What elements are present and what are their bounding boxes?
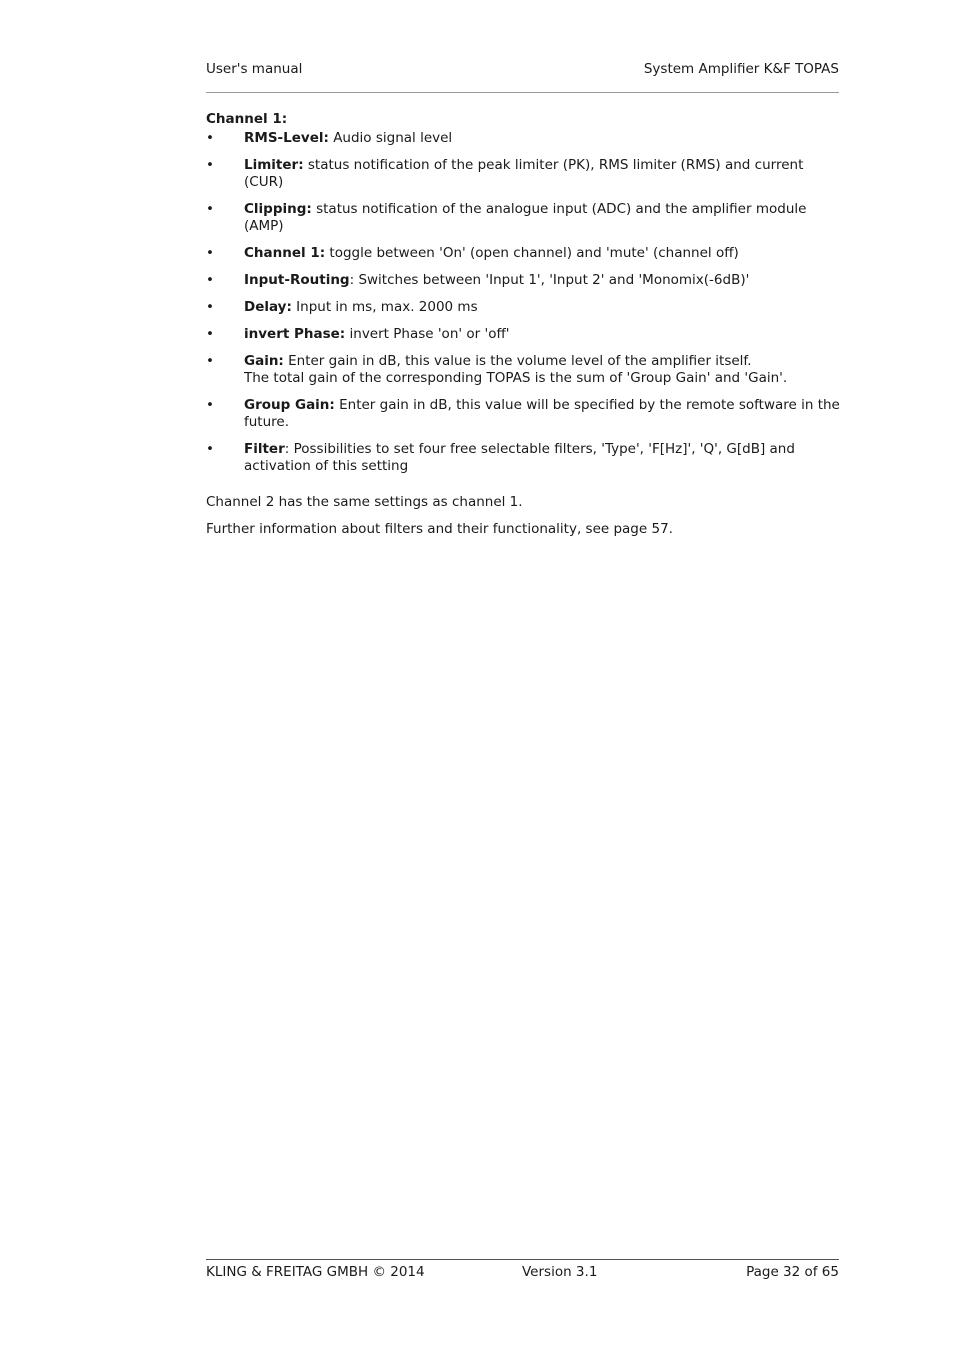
list-item-invert-phase: [206, 326, 846, 343]
item-term: Limiter:: [244, 157, 304, 173]
bullet: •: [206, 245, 214, 261]
item-text: invert Phase 'on' or 'off': [345, 326, 510, 342]
list-item-gain: [206, 353, 846, 387]
list-item-delay: [206, 299, 846, 316]
item-text: : Possibilities to set four free selectable filters, 'Type', 'F[Hz]', 'Q', G[dB] and activation of this setting: [244, 441, 795, 474]
list-item-limiter: [206, 157, 846, 191]
section-title: Channel 1:: [206, 111, 288, 127]
item-term: RMS-Level:: [244, 130, 329, 146]
item-term: Gain:: [244, 353, 284, 369]
bullet: •: [206, 130, 214, 146]
item-text: status notification of the peak limiter (PK), RMS limiter (RMS) and current (CUR): [244, 157, 804, 190]
header-document-type: User's manual: [206, 61, 303, 77]
item-term: Group Gain:: [244, 397, 335, 413]
footer-copyright: KLING & FREITAG GMBH © 2014: [206, 1264, 425, 1280]
bullet: •: [206, 201, 214, 217]
item-term: Filter: [244, 441, 285, 457]
item-text: : Switches between 'Input 1', 'Input 2' and 'Monomix(-6dB)': [349, 272, 750, 288]
bullet: •: [206, 157, 214, 173]
bullet: •: [206, 397, 214, 413]
item-text: status notification of the analogue input (ADC) and the amplifier module (AMP): [244, 201, 807, 234]
bullet: •: [206, 272, 214, 288]
paragraph-filter-reference: Further information about filters and their functionality, see page 57.: [206, 521, 673, 537]
bullet: •: [206, 326, 214, 342]
footer-page-number: Page 32 of 65: [746, 1264, 839, 1280]
item-text-line-2: The total gain of the corresponding TOPAS is the sum of 'Group Gain' and 'Gain'.: [244, 370, 788, 386]
header-divider: [206, 92, 839, 93]
list-item-group-gain: [206, 397, 846, 431]
item-term: Channel 1:: [244, 245, 326, 261]
item-text: toggle between 'On' (open channel) and 'mute' (channel off): [325, 245, 739, 261]
list-item-rms-level: [206, 130, 846, 147]
item-text: Enter gain in dB, this value will be specified by the remote software in the future.: [244, 397, 840, 430]
item-term: invert Phase:: [244, 326, 346, 342]
channel-settings-list: [206, 130, 846, 475]
item-term: Clipping:: [244, 201, 312, 217]
list-item-filter: [206, 441, 846, 475]
bullet: •: [206, 353, 214, 369]
header-product-title: System Amplifier K&F TOPAS: [643, 61, 839, 77]
item-text: Audio signal level: [328, 130, 453, 146]
footer-divider: [206, 1259, 839, 1260]
page-footer: [206, 1264, 839, 1284]
list-item-channel-toggle: [206, 245, 846, 262]
page-content: [206, 111, 846, 548]
list-item-input-routing: [206, 272, 846, 289]
item-term: Input-Routing: [244, 272, 350, 288]
bullet: •: [206, 441, 214, 457]
bullet: •: [206, 299, 214, 315]
list-item-clipping: [206, 201, 846, 235]
paragraph-channel-2: Channel 2 has the same settings as channel 1.: [206, 494, 523, 510]
item-text: Enter gain in dB, this value is the volume level of the amplifier itself.: [283, 353, 752, 369]
footer-version: Version 3.1: [522, 1264, 598, 1280]
page-header: [206, 61, 839, 81]
item-term: Delay:: [244, 299, 292, 315]
item-text: Input in ms, max. 2000 ms: [291, 299, 478, 315]
